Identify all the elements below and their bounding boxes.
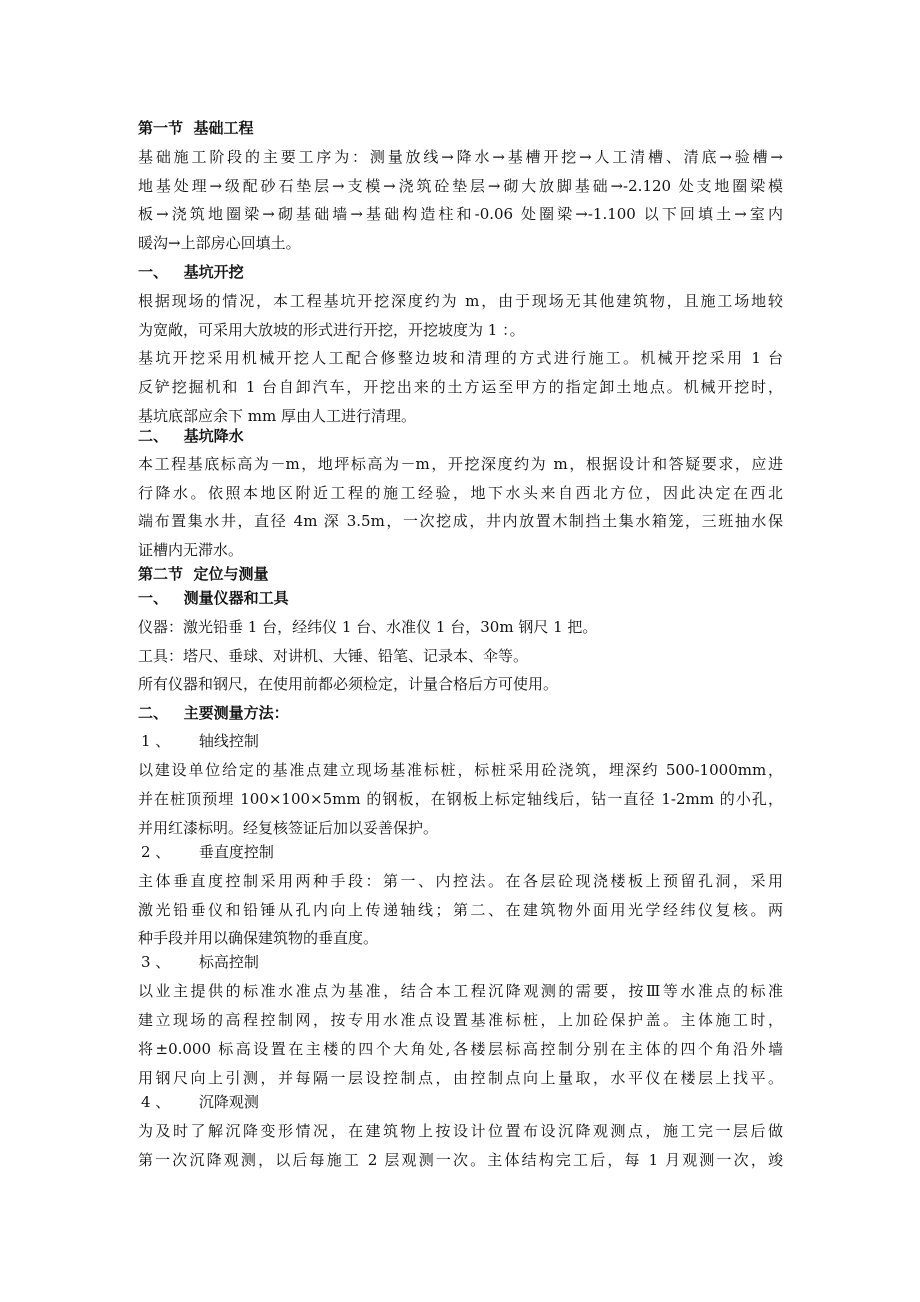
paragraph-line: 基础施工阶段的主要工序为：测量放线→降水→基槽开挖→人工清槽、清底→验槽→ <box>138 148 783 166</box>
paragraph-line: 板→浇筑地圈梁→砌基础墙→基础构造柱和-0.06 处圈梁→-1.100 以下回填土→室内 <box>138 205 783 223</box>
paragraph-line: 激光铅垂仪和铅锤从孔内向上传递轴线；第二、在建筑物外面用光学经纬仪复核。两 <box>138 901 783 919</box>
paragraph-line: 所有仪器和钢尺，在使用前都必须检定，计量合格后方可使用。 <box>138 675 559 693</box>
paragraph-line: 暖沟→上部房心回填土。 <box>138 234 301 252</box>
paragraph-line: 基坑开挖采用机械开挖人工配合修整边坡和清理的方式进行施工。机械开挖采用 1 台 <box>138 349 783 367</box>
paragraph-line: 根据现场的情况，本工程基坑开挖深度约为 m，由于现场无其他建筑物，且施工场地较 <box>138 292 783 310</box>
paragraph-line: 端布置集水井，直径 4m 深 3.5m，一次挖成，井内放置木制挡土集水箱笼，三班抽水保 <box>138 512 783 530</box>
paragraph-line: 证槽内无滞水。 <box>138 541 244 559</box>
paragraph-line: 工具：塔尺、垂球、对讲机、大锤、铅笔、记录本、伞等。 <box>138 647 529 665</box>
paragraph-line: 主体垂直度控制采用两种手段：第一、内控法。在各层砼现浇楼板上预留孔洞，采用 <box>138 872 783 890</box>
paragraph-line: 地基处理→级配砂石垫层→支模→浇筑砼垫层→砌大放脚基础→-2.120 处支地圈梁模 <box>138 177 783 195</box>
paragraph-line: 基坑底部应余下 mm 厚由人工进行清理。 <box>138 407 416 425</box>
paragraph-line: 用钢尺向上引测，并每隔一层设控制点，由控制点向上量取，水平仪在楼层上找平。 <box>138 1069 783 1087</box>
section-heading: 一、 基坑开挖 <box>138 263 244 281</box>
paragraph-line: 将±0.000 标高设置在主楼的四个大角处,各楼层标高控制分别在主体的四个角沿外墙 <box>138 1040 783 1058</box>
paragraph-line: 以业主提供的标准水准点为基准，结合本工程沉降观测的需要，按Ⅲ等水准点的标准 <box>138 982 783 1000</box>
paragraph-line: 第一次沉降观测，以后每施工 2 层观测一次。主体结构完工后，每 1 月观测一次，竣 <box>138 1151 783 1169</box>
paragraph-line: 行降水。依照本地区附近工程的施工经验，地下水头来自西北方位，因此决定在西北 <box>138 484 783 502</box>
section-heading: 第二节 定位与测量 <box>138 565 269 583</box>
paragraph-line: 为及时了解沉降变形情况，在建筑物上按设计位置布设沉降观测点，施工完一层后做 <box>138 1122 783 1140</box>
subsection-heading: 4 、 沉降观测 <box>141 1093 259 1111</box>
section-heading: 一、 测量仪器和工具 <box>138 589 289 607</box>
paragraph-line: 反铲挖掘机和 1 台自卸汽车，开挖出来的土方运至甲方的指定卸土地点。机械开挖时， <box>138 378 783 396</box>
paragraph-line: 为宽敞，可采用大放坡的形式进行开挖，开挖坡度为 1 ：。 <box>138 321 525 339</box>
paragraph-line: 种手段并用以确保建筑物的垂直度。 <box>138 929 379 947</box>
subsection-heading: 3 、 标高控制 <box>141 953 259 971</box>
section-heading: 第一节 基础工程 <box>138 119 254 137</box>
paragraph-line: 建立现场的高程控制网，按专用水准点设置基准标桩，上加砼保护盖。主体施工时， <box>138 1011 783 1029</box>
section-heading: 二、 基坑降水 <box>138 427 244 445</box>
paragraph-line: 并在桩顶预埋 100×100×5mm 的钢板，在钢板上标定轴线后，钻一直径 1-2mm 的小孔， <box>138 790 783 808</box>
section-heading: 二、 主要测量方法： <box>138 704 289 722</box>
paragraph-line: 并用红漆标明。经复核签证后加以妥善保护。 <box>138 819 439 837</box>
paragraph-line: 仪器：激光铅垂 1 台，经纬仪 1 台、水准仪 1 台，30m 钢尺 1 把。 <box>138 618 598 636</box>
subsection-heading: 2 、 垂直度控制 <box>141 843 274 861</box>
subsection-heading: 1 、 轴线控制 <box>141 732 259 750</box>
paragraph-line: 以建设单位给定的基准点建立现场基准标桩，标桩采用砼浇筑，埋深约 500-1000mm， <box>138 761 783 779</box>
paragraph-line: 本工程基底标高为－m，地坪标高为－m，开挖深度约为 m，根据设计和答疑要求，应进 <box>138 455 783 473</box>
